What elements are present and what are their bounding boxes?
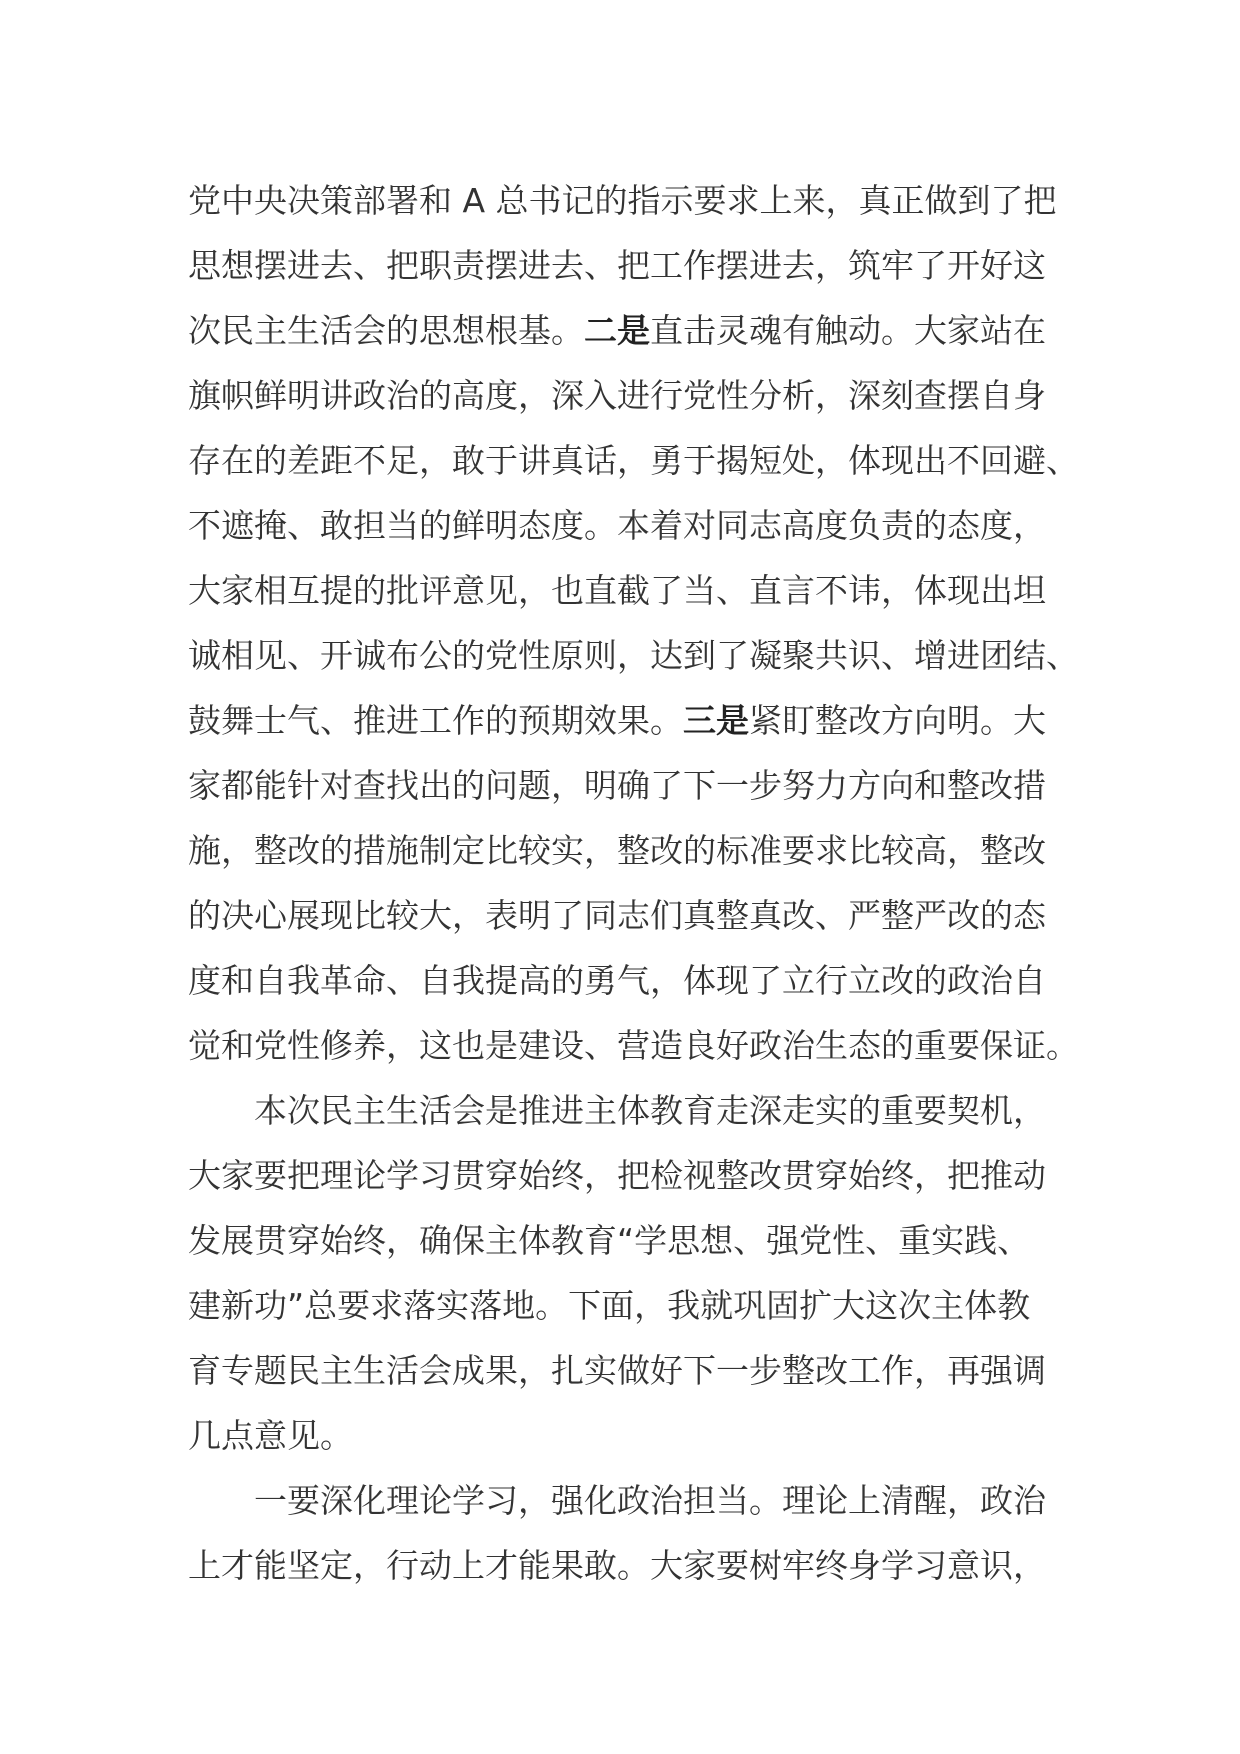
text-span: 建新功”总要求落实落地。下面，我就巩固扩大这次主体教 (188, 1286, 1031, 1325)
text-span: 不遮掩、敢担当的鲜明态度。本着对同志高度负责的态度， (188, 506, 1046, 545)
text-span: 本次民主生活会是推进主体教育走深走实的重要契机， (254, 1091, 1046, 1130)
paragraph-start-line (188, 1468, 1068, 1533)
text-span: 鼓舞士气、推进工作的预期效果。 (188, 701, 683, 740)
text-line (188, 688, 1068, 753)
text-line (188, 1208, 1068, 1273)
text-span: 觉和党性修养，这也是建设、营造良好政治生态的重要保证。 (188, 1026, 1079, 1065)
text-line (188, 948, 1068, 1013)
text-line (188, 1013, 1079, 1078)
text-span: 施，整改的措施制定比较实，整改的标准要求比较高，整改 (188, 831, 1046, 870)
text-span: 几点意见。 (188, 1416, 353, 1455)
text-line (188, 168, 1068, 233)
text-line (188, 428, 1079, 493)
text-line (188, 818, 1068, 883)
text-span: 发展贯穿始终，确保主体教育“学思想、强党性、重实践、 (188, 1221, 1031, 1260)
text-span: 存在的差距不足，敢于讲真话，勇于揭短处，体现出不回避、 (188, 441, 1079, 480)
point-two-label: 二是 (584, 311, 650, 350)
text-line (188, 883, 1068, 948)
text-span: 育专题民主生活会成果，扎实做好下一步整改工作，再强调 (188, 1351, 1046, 1390)
point-three-label: 三是 (683, 701, 749, 740)
text-span: 旗帜鲜明讲政治的高度，深入进行党性分析，深刻查摆自身 (188, 376, 1046, 415)
document-body (188, 168, 1079, 1598)
text-line (188, 298, 1068, 363)
text-span: 的决心展现比较大，表明了同志们真整真改、严整严改的态 (188, 896, 1046, 935)
text-span: 家都能针对查找出的问题，明确了下一步努力方向和整改措 (188, 766, 1046, 805)
text-line (188, 1403, 1068, 1468)
text-line (188, 753, 1068, 818)
text-line (188, 493, 1068, 558)
text-span: 度和自我革命、自我提高的勇气，体现了立行立改的政治自 (188, 961, 1046, 1000)
text-span: 思想摆进去、把职责摆进去、把工作摆进去，筑牢了开好这 (188, 246, 1046, 285)
text-span: 诚相见、开诚布公的党性原则，达到了凝聚共识、增进团结、 (188, 636, 1079, 675)
text-span: 直击灵魂有触动。大家站在 (650, 311, 1046, 350)
text-line (188, 1533, 1068, 1598)
text-span: 一要深化理论学习，强化政治担当。理论上清醒，政治 (254, 1481, 1046, 1520)
text-span: 大家相互提的批评意见，也直截了当、直言不讳，体现出坦 (188, 571, 1046, 610)
text-span: 大家要把理论学习贯穿始终，把检视整改贯穿始终，把推动 (188, 1156, 1046, 1195)
text-line (188, 1273, 1068, 1338)
text-line (188, 363, 1068, 428)
text-line (188, 233, 1068, 298)
text-line (188, 623, 1079, 688)
text-span: 次民主生活会的思想根基。 (188, 311, 584, 350)
text-line (188, 1143, 1068, 1208)
text-line (188, 1338, 1068, 1403)
text-span: 党中央决策部署和 A 总书记的指示要求上来，真正做到了把 (188, 181, 1057, 220)
text-line (188, 558, 1068, 623)
text-span: 上才能坚定，行动上才能果敢。大家要树牢终身学习意识， (188, 1546, 1046, 1585)
paragraph-start-line (188, 1078, 1068, 1143)
text-span: 紧盯整改方向明。大 (749, 701, 1046, 740)
